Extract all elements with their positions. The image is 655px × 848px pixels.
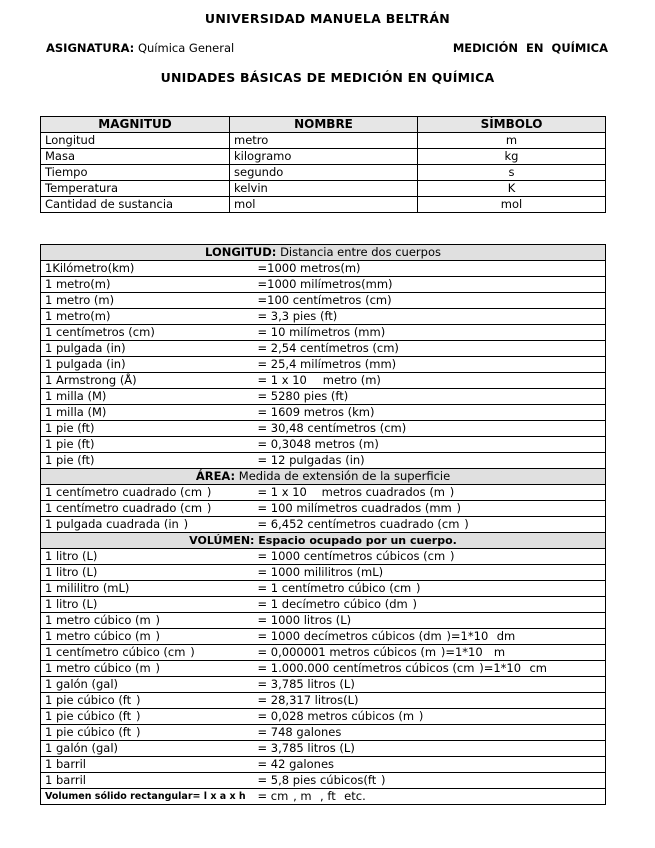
exponent xyxy=(442,629,447,632)
exponent xyxy=(483,645,490,648)
table-row xyxy=(41,757,606,773)
unit-cell: 1 metro(m) xyxy=(41,309,256,325)
equivalence-cell: = 1 centímetro cúbico (cm ) xyxy=(256,581,606,597)
table-row xyxy=(41,661,606,677)
equivalence-text: metros cuadrados (m xyxy=(318,485,446,499)
exponent xyxy=(459,517,464,520)
unit-cell: 1 galón (gal) xyxy=(41,677,256,693)
equivalence-cell: = 1000 litros (L) xyxy=(256,613,606,629)
equivalence-cell: = 5280 pies (ft) xyxy=(256,389,606,405)
unit-cell: 1 Armstrong (Å) xyxy=(41,373,256,389)
equivalence-cell: = 0,028 metros cúbicos (m ) xyxy=(256,709,606,725)
equivalence-text: = 5,8 pies cúbicos(ft xyxy=(257,773,377,787)
equivalence-cell: =1000 metros(m) xyxy=(256,261,606,277)
table-row xyxy=(41,613,606,629)
exponent xyxy=(505,645,510,648)
conversions-table xyxy=(40,244,606,805)
unit-text: 1 centímetro cuadrado (cm xyxy=(45,501,203,515)
magnitud-cell: Temperatura xyxy=(41,181,230,197)
header-nombre: NOMBRE xyxy=(230,117,418,133)
equivalence-text: , m xyxy=(293,789,312,803)
equivalence-cell: = 30,48 centímetros (cm) xyxy=(256,421,606,437)
exponent xyxy=(311,485,318,488)
unit-cell: 1 milla (M) xyxy=(41,389,256,405)
exponent xyxy=(151,613,156,616)
unit-cell: 1 metro cúbico (m ) xyxy=(41,629,256,645)
equivalence-text: cm xyxy=(525,661,548,675)
unit-cell: 1 pie cúbico (ft ) xyxy=(41,725,256,741)
unit-cell: 1 litro (L) xyxy=(41,565,256,581)
table-row xyxy=(41,437,606,453)
exponent xyxy=(307,373,319,376)
unit-cell: 1 pie (ft) xyxy=(41,421,256,437)
table-row xyxy=(41,709,606,725)
unit-cell: 1 litro (L) xyxy=(41,549,256,565)
nombre-cell: kilogramo xyxy=(230,149,418,165)
table-row xyxy=(41,421,606,437)
table-row xyxy=(41,181,606,197)
unit-cell: 1 pulgada (in) xyxy=(41,357,256,373)
header-magnitud: MAGNITUD xyxy=(41,117,230,133)
equivalence-cell: = 3,785 litros (L) xyxy=(256,741,606,757)
simbolo-cell: mol xyxy=(418,197,606,213)
table-row xyxy=(41,165,606,181)
equivalence-cell xyxy=(256,373,606,389)
equivalence-cell: = 1 x 10 metros cuadrados (m ) xyxy=(256,485,606,501)
equivalence-cell: = 1000 centímetros cúbicos (cm ) xyxy=(256,549,606,565)
nombre-cell: segundo xyxy=(230,165,418,181)
table-row xyxy=(41,693,606,709)
section-desc: Distancia entre dos cuerpos xyxy=(280,245,441,259)
equivalence-text: )=1*10 xyxy=(446,629,489,643)
table-row xyxy=(41,485,606,501)
unit-text: 1 centímetro cuadrado (cm xyxy=(45,485,203,499)
table-row xyxy=(41,277,606,293)
section-header-cell xyxy=(41,469,606,485)
unit-text: 1 pie cúbico (ft xyxy=(45,725,132,739)
university-title: UNIVERSIDAD MANUELA BELTRÁN xyxy=(204,11,451,26)
exponent xyxy=(312,789,317,792)
table-header-row xyxy=(41,117,606,133)
exponent xyxy=(131,709,136,712)
table-row xyxy=(41,645,606,661)
equivalence-text: = 1 x 10 xyxy=(257,485,311,499)
table-row xyxy=(41,629,606,645)
header-simbolo: SÍMBOLO xyxy=(418,117,606,133)
equivalence-cell: = 1609 metros (km) xyxy=(256,405,606,421)
equivalence-text: = cm xyxy=(257,789,289,803)
section-header-longitud xyxy=(41,245,606,261)
table-row xyxy=(41,501,606,517)
unit-cell: 1 pulgada cuadrada (in ) xyxy=(41,517,256,533)
exponent xyxy=(288,789,293,792)
table-row xyxy=(41,373,606,389)
equivalence-text: = 1000 decímetros cúbicos (dm xyxy=(257,629,442,643)
table-row xyxy=(41,309,606,325)
equivalence-cell: = 0,3048 metros (m) xyxy=(256,437,606,453)
equivalence-cell: = 1 decímetro cúbico (dm ) xyxy=(256,597,606,613)
unit-cell: 1 metro cúbico (m ) xyxy=(41,661,256,677)
table-row xyxy=(41,677,606,693)
unit-cell: 1 barril xyxy=(41,773,256,789)
equivalence-cell: = 2,54 centímetros (cm) xyxy=(256,341,606,357)
magnitud-cell: Cantidad de sustancia xyxy=(41,197,230,213)
equivalence-cell: = 100 milímetros cuadrados (mm ) xyxy=(256,501,606,517)
equivalence-text: = 1000 centímetros cúbicos (cm xyxy=(257,549,446,563)
equivalence-cell: = 5,8 pies cúbicos(ft ) xyxy=(256,773,606,789)
equivalence-text: m xyxy=(490,645,506,659)
nombre-cell: metro xyxy=(230,133,418,149)
unit-text: 1 pie cúbico (ft xyxy=(45,709,132,723)
unit-cell: 1 centímetros (cm) xyxy=(41,325,256,341)
exponent xyxy=(202,501,207,504)
equivalence-text: )=1*10 xyxy=(440,645,483,659)
table-row xyxy=(41,357,606,373)
table-row xyxy=(41,725,606,741)
exponent xyxy=(131,725,136,728)
equivalence-cell: = 3,3 pies (ft) xyxy=(256,309,606,325)
equivalence-text: etc. xyxy=(340,789,366,803)
unit-cell: 1 mililitro (mL) xyxy=(41,581,256,597)
unit-cell: 1 pie cúbico (ft ) xyxy=(41,693,256,709)
equivalence-cell: =100 centímetros (cm) xyxy=(256,293,606,309)
equivalence-text: metro (m) xyxy=(319,373,381,387)
equivalence-cell xyxy=(256,789,606,805)
table-row xyxy=(41,133,606,149)
equivalence-cell: = 1000 mililitros (mL) xyxy=(256,565,606,581)
equivalence-cell: = 12 pulgadas (in) xyxy=(256,453,606,469)
unit-cell: 1 centímetro cuadrado (cm ) xyxy=(41,485,256,501)
equivalence-cell: = 10 milímetros (mm) xyxy=(256,325,606,341)
unit-text: 1 metro cúbico (m xyxy=(45,613,151,627)
equivalence-cell: = 25,4 milímetros (mm) xyxy=(256,357,606,373)
table-row xyxy=(41,197,606,213)
unit-cell: 1 pie (ft) xyxy=(41,453,256,469)
unit-cell: 1 milla (M) xyxy=(41,405,256,421)
table-row xyxy=(41,149,606,165)
exponent xyxy=(474,661,479,664)
document-title: UNIDADES BÁSICAS DE MEDICIÓN EN QUÍMICA xyxy=(160,70,495,85)
table-row xyxy=(41,581,606,597)
exponent xyxy=(411,581,416,584)
unit-cell: 1 litro (L) xyxy=(41,597,256,613)
exponent xyxy=(547,661,552,664)
exponent xyxy=(185,645,190,648)
section-header-volumen xyxy=(41,533,606,549)
section-title-area: ÁREA: xyxy=(195,469,236,483)
table-row xyxy=(41,565,606,581)
unit-cell: 1 pie cúbico (ft ) xyxy=(41,709,256,725)
exponent xyxy=(131,693,136,696)
unit-cell: 1 centímetro cuadrado (cm ) xyxy=(41,501,256,517)
equivalence-cell: =1000 milímetros(mm) xyxy=(256,277,606,293)
unit-text: 1 pie cúbico (ft xyxy=(45,693,132,707)
simbolo-cell: s xyxy=(418,165,606,181)
equivalence-text: = 1 x 10 xyxy=(257,373,307,387)
unit-cell: 1 barril xyxy=(41,757,256,773)
table-row xyxy=(41,549,606,565)
equivalence-text: = 1 centímetro cúbico (cm xyxy=(257,581,412,595)
equivalence-cell: = 3,785 litros (L) xyxy=(256,677,606,693)
exponent xyxy=(179,517,184,520)
equivalence-cell xyxy=(256,661,606,677)
table-row xyxy=(41,325,606,341)
equivalence-text: = 100 milímetros cuadrados (mm xyxy=(257,501,452,515)
unit-text: 1 metro cúbico (m xyxy=(45,629,151,643)
magnitud-cell: Tiempo xyxy=(41,165,230,181)
simbolo-cell: kg xyxy=(418,149,606,165)
simbolo-cell: m xyxy=(418,133,606,149)
equivalence-cell: = 6,452 centímetros cuadrado (cm ) xyxy=(256,517,606,533)
section-desc: Medida de extensión de la superficie xyxy=(238,469,451,483)
table-row xyxy=(41,405,606,421)
table-row xyxy=(41,597,606,613)
unit-cell: 1 centímetro cúbico (cm ) xyxy=(41,645,256,661)
equivalence-cell: = 42 galones xyxy=(256,757,606,773)
exponent xyxy=(488,629,493,632)
table-row xyxy=(41,261,606,277)
unit-cell: 1 pie (ft) xyxy=(41,437,256,453)
section-header-cell: VOLÚMEN: Espacio ocupado por un cuerpo. xyxy=(41,533,606,549)
equivalence-text: = 0,000001 metros cúbicos (m xyxy=(257,645,437,659)
magnitud-cell: Masa xyxy=(41,149,230,165)
exponent xyxy=(202,485,207,488)
nombre-cell: mol xyxy=(230,197,418,213)
exponent xyxy=(408,597,413,600)
equivalence-cell: = 748 galones xyxy=(256,725,606,741)
table-row xyxy=(41,789,606,805)
unit-cell: Volumen sólido rectangular= l x a x h xyxy=(41,789,256,805)
section-title: MEDICIÓN EN QUÍMICA xyxy=(452,41,608,55)
unit-text: 1 metro cúbico (m xyxy=(45,661,151,675)
equivalence-text: = 6,452 centímetros cuadrado (cm xyxy=(257,517,460,531)
unit-cell: 1 pulgada (in) xyxy=(41,341,256,357)
subject xyxy=(46,41,234,55)
unit-cell: 1 metro (m) xyxy=(41,293,256,309)
simbolo-cell: K xyxy=(418,181,606,197)
exponent xyxy=(376,773,381,776)
table-row xyxy=(41,293,606,309)
unit-cell: 1 galón (gal) xyxy=(41,741,256,757)
equivalence-text: )=1*10 xyxy=(479,661,522,675)
table-row xyxy=(41,453,606,469)
exponent xyxy=(151,629,156,632)
unit-cell: 1 metro(m) xyxy=(41,277,256,293)
magnitud-cell: Longitud xyxy=(41,133,230,149)
equivalence-text: , ft xyxy=(316,789,336,803)
exponent xyxy=(445,485,450,488)
section-header-cell xyxy=(41,245,606,261)
unit-cell: 1 metro cúbico (m ) xyxy=(41,613,256,629)
exponent xyxy=(336,789,341,792)
table-row xyxy=(41,389,606,405)
section-header-area xyxy=(41,469,606,485)
subject-label: ASIGNATURA: xyxy=(46,41,135,55)
exponent xyxy=(414,709,419,712)
exponent xyxy=(436,645,441,648)
table-row xyxy=(41,517,606,533)
basic-units-table xyxy=(40,116,606,213)
unit-text: 1 pulgada cuadrada (in xyxy=(45,517,179,531)
equivalence-cell xyxy=(256,645,606,661)
equivalence-cell xyxy=(256,629,606,645)
nombre-cell: kelvin xyxy=(230,181,418,197)
section-title-longitud: LONGITUD: xyxy=(205,245,277,259)
table-row xyxy=(41,741,606,757)
table-row xyxy=(41,341,606,357)
exponent xyxy=(151,661,156,664)
equivalence-text: = 1 decímetro cúbico (dm xyxy=(257,597,408,611)
unit-text: 1 centímetro cúbico (cm xyxy=(45,645,186,659)
exponent xyxy=(445,549,450,552)
exponent xyxy=(515,629,520,632)
exponent xyxy=(452,501,457,504)
equivalence-text: dm xyxy=(493,629,516,643)
table-row xyxy=(41,773,606,789)
subject-value: Química General xyxy=(137,41,235,55)
equivalence-text: = 1.000.000 centímetros cúbicos (cm xyxy=(257,661,475,675)
equivalence-text: = 0,028 metros cúbicos (m xyxy=(257,709,415,723)
equivalence-cell: = 28,317 litros(L) xyxy=(256,693,606,709)
exponent xyxy=(521,661,526,664)
unit-cell: 1Kilómetro(km) xyxy=(41,261,256,277)
